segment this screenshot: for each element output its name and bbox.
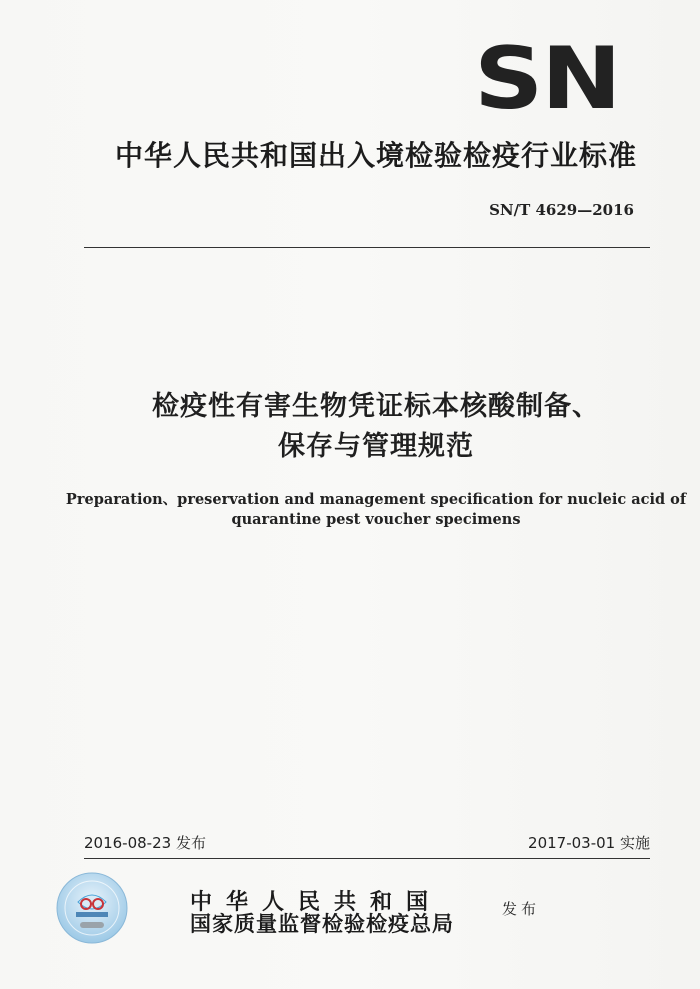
implementation-date: 2017-03-01 实施 — [528, 834, 650, 852]
standard-code: SN/T 4629—2016 — [489, 201, 634, 219]
industry-standard-title: 中华人民共和国出入境检验检疫行业标准 — [114, 139, 637, 172]
top-divider — [84, 247, 650, 248]
issue-date: 2016-08-23 发布 — [84, 834, 206, 852]
bottom-divider — [84, 858, 650, 859]
anti-counterfeit-seal-icon — [56, 872, 128, 944]
chinese-title-line-2: 保存与管理规范 — [278, 431, 474, 462]
sn-logo: SN — [474, 29, 620, 129]
issuer-country: 中华人民共和国 — [190, 889, 443, 915]
english-title-line-2: quarantine pest voucher specimens — [231, 511, 521, 528]
issuer-agency: 国家质量监督检验检疫总局 — [190, 911, 454, 936]
publish-label: 发布 — [502, 900, 541, 918]
english-title-line-1: Preparation、preservation and management specification for nucleic acid of — [65, 491, 687, 508]
chinese-title-line-1: 检疫性有害生物凭证标本核酸制备、 — [152, 391, 600, 422]
